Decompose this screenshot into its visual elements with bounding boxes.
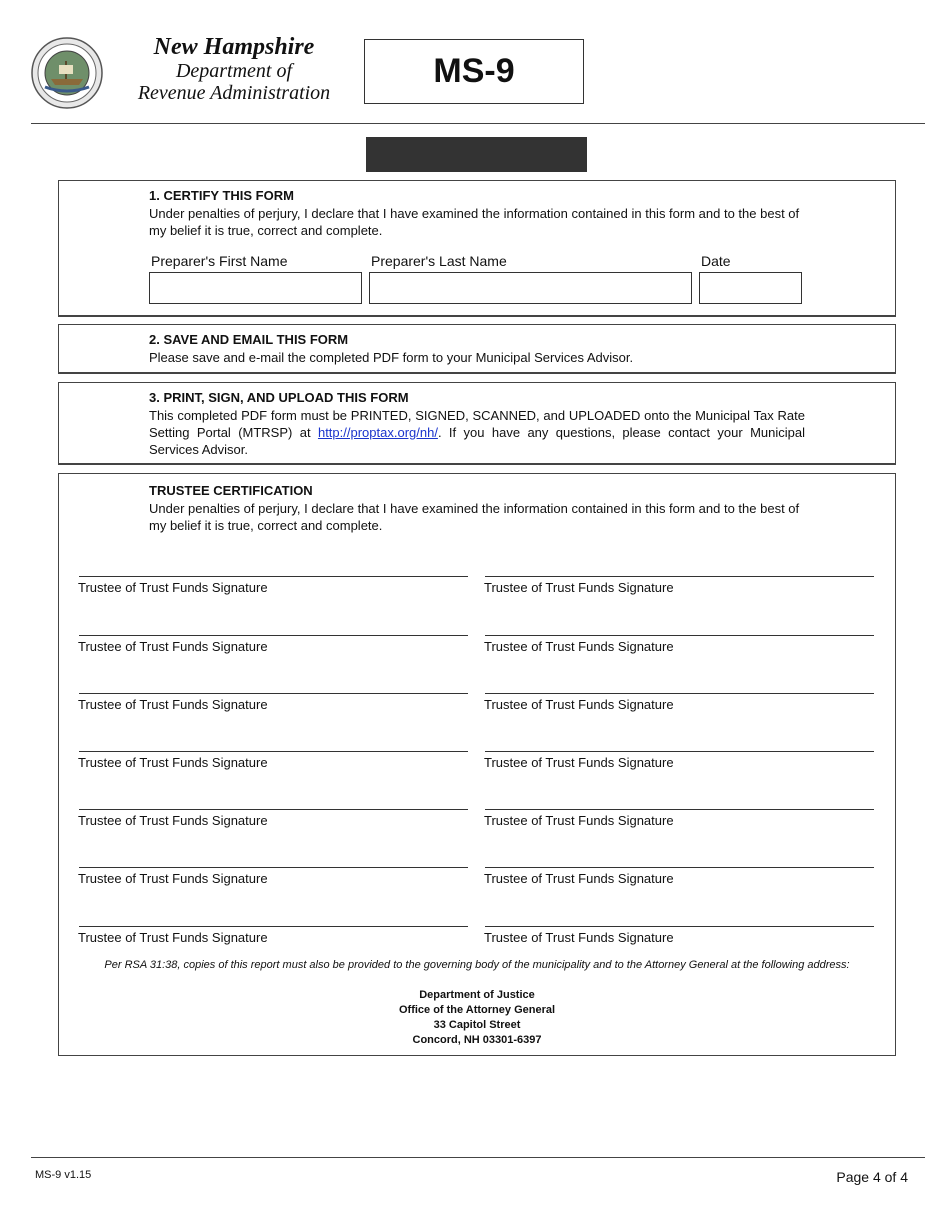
signature-line[interactable]: [79, 867, 468, 868]
mtrsp-link[interactable]: http://proptax.org/nh/: [317, 425, 438, 440]
print-sign-text: [149, 407, 805, 458]
signature-label: Trustee of Trust Funds Signature: [484, 871, 674, 886]
signature-label: Trustee of Trust Funds Signature: [78, 755, 268, 770]
signature-line[interactable]: [485, 635, 874, 636]
save-email-text: Please save and e-mail the completed PDF form to your Municipal Services Advisor.: [149, 350, 634, 365]
org-dept-line2: Revenue Administration: [137, 82, 331, 104]
last-name-field[interactable]: [369, 272, 692, 304]
org-dept-line1: Department of: [175, 60, 293, 82]
signature-line[interactable]: [485, 867, 874, 868]
signature-label: Trustee of Trust Funds Signature: [484, 580, 674, 595]
signature-label: Trustee of Trust Funds Signature: [78, 871, 268, 886]
trustee-text: Under penalties of perjury, I declare that I have examined the information contained in this form and to the best of my belief it is true, correct and complete.: [149, 501, 800, 533]
print-sign-title: 3. PRINT, SIGN, AND UPLOAD THIS FORM: [149, 390, 409, 405]
trustee-title: TRUSTEE CERTIFICATION: [149, 483, 313, 498]
dark-title-bar: [366, 137, 587, 172]
address-line: Office of the Attorney General: [398, 1004, 556, 1016]
signature-line[interactable]: [485, 693, 874, 694]
first-name-field[interactable]: [149, 272, 362, 304]
org-state: New Hampshire: [153, 34, 315, 60]
trustee-section: [58, 473, 896, 1056]
signature-label: Trustee of Trust Funds Signature: [484, 813, 674, 828]
address-line: 33 Capitol Street: [433, 1019, 521, 1031]
signature-label: Trustee of Trust Funds Signature: [78, 580, 268, 595]
save-email-section: [58, 324, 896, 374]
signature-line[interactable]: [485, 751, 874, 752]
address-line: Department of Justice: [419, 989, 535, 1001]
signature-label: Trustee of Trust Funds Signature: [78, 813, 268, 828]
first-name-label: Preparer's First Name: [151, 253, 288, 269]
signature-line[interactable]: [485, 809, 874, 810]
department-name: [118, 34, 350, 104]
certify-title: 1. CERTIFY THIS FORM: [149, 188, 294, 203]
certify-text: Under penalties of perjury, I declare that I have examined the information contained in this form and to the best of my belief it is true, correct and complete.: [149, 206, 800, 238]
attorney-address: [59, 988, 895, 1048]
last-name-label: Preparer's Last Name: [371, 253, 507, 269]
page-number: Page 4 of 4: [836, 1169, 908, 1185]
state-seal-icon: [31, 37, 103, 109]
footer-divider: [31, 1157, 925, 1158]
signature-label: Trustee of Trust Funds Signature: [484, 755, 674, 770]
signature-label: Trustee of Trust Funds Signature: [484, 697, 674, 712]
signature-line[interactable]: [79, 809, 468, 810]
address-line: Concord, NH 03301-6397: [412, 1034, 542, 1046]
signature-label: Trustee of Trust Funds Signature: [78, 697, 268, 712]
print-sign-section: [58, 382, 896, 465]
signature-line[interactable]: [79, 635, 468, 636]
save-email-title: 2. SAVE AND EMAIL THIS FORM: [149, 332, 349, 347]
print-sign-text-before: This completed PDF form must be PRINTED, SIGNED, SCANNED, and UPLOADED onto the Municipal Tax Rate Setting Portal (MTRSP) at: [149, 408, 805, 440]
signature-line[interactable]: [79, 693, 468, 694]
rsa-note: Per RSA 31:38, copies of this report must also be provided to the governing body of the municipality and to the Attorney General at the following address:: [104, 959, 850, 971]
signature-label: Trustee of Trust Funds Signature: [484, 930, 674, 945]
signature-line[interactable]: [485, 926, 874, 927]
print-sign-text-after: . If you have any questions, please contact your Municipal Services Advisor.: [149, 425, 805, 457]
signature-label: Trustee of Trust Funds Signature: [484, 639, 674, 654]
form-id: MS-9: [364, 39, 584, 104]
signature-line[interactable]: [79, 576, 468, 577]
header-divider: [31, 123, 925, 124]
certify-section: [58, 180, 896, 317]
signature-line[interactable]: [79, 926, 468, 927]
date-field[interactable]: [699, 272, 802, 304]
signature-line[interactable]: [485, 576, 874, 577]
form-version: MS-9 v1.15: [35, 1169, 92, 1181]
signature-label: Trustee of Trust Funds Signature: [78, 930, 268, 945]
signature-line[interactable]: [79, 751, 468, 752]
date-label: Date: [701, 253, 731, 269]
signature-label: Trustee of Trust Funds Signature: [78, 639, 268, 654]
